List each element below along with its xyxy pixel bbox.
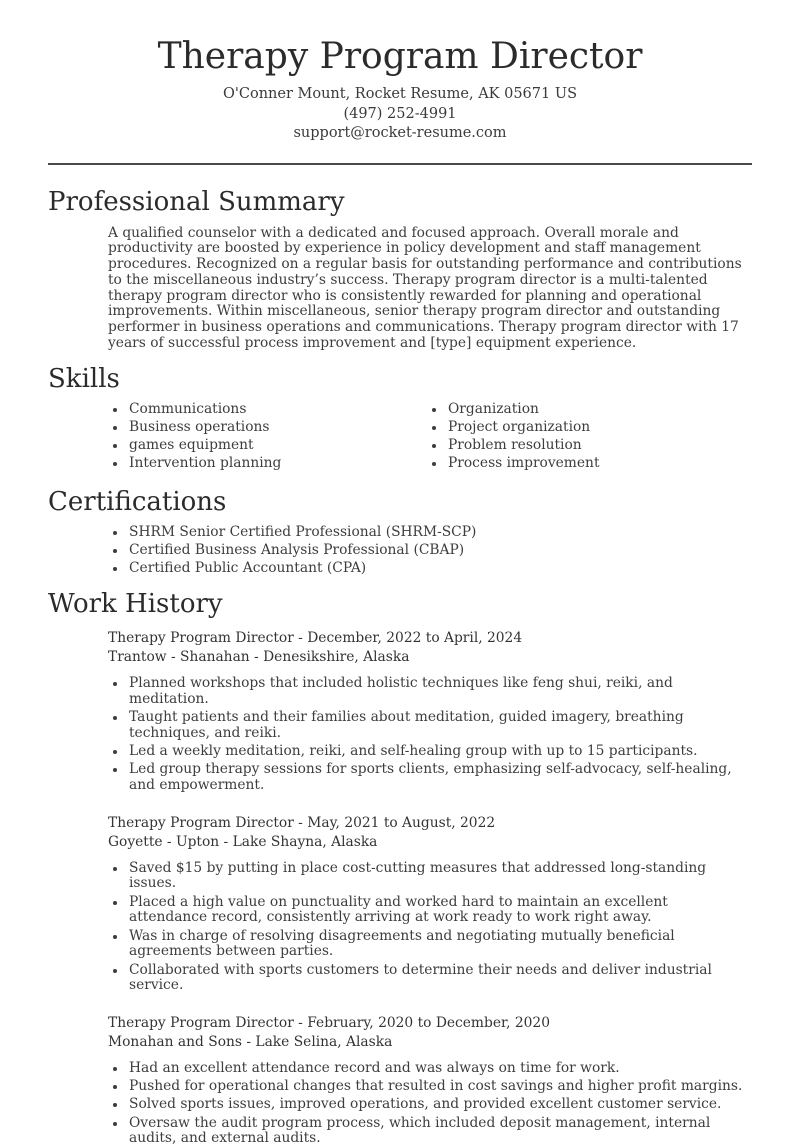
skills-list-left	[48, 402, 400, 475]
certifications-list	[48, 525, 752, 577]
page-title: Therapy Program Director	[157, 36, 643, 77]
list-item: • Process improvement	[446, 456, 752, 472]
list-item: • Had an excellent attendance record and was always on time for work.	[127, 1061, 748, 1077]
contact-phone: (497) 252-4991	[343, 105, 457, 122]
job-entry	[108, 629, 752, 794]
list-item: • Business operations	[127, 420, 400, 436]
list-item: • SHRM Senior Certified Professional (SHRM-SCP)	[127, 525, 752, 541]
contact-email: support@rocket-resume.com	[293, 125, 507, 141]
resume-page	[0, 34, 800, 1147]
list-item: • Placed a high value on punctuality and worked hard to maintain an excellent attendance record, consistently arriving at work ready to work right away.	[127, 895, 748, 927]
skills-list-right	[400, 402, 752, 475]
job-title-line: Therapy Program Director - February, 2020 to December, 2020	[108, 1015, 550, 1032]
list-item: • Problem resolution	[446, 438, 752, 454]
job-bullet-list	[108, 1061, 748, 1147]
list-item: • Led a weekly meditation, reiki, and self-healing group with up to 15 participants.	[127, 744, 748, 760]
job-company-line: Monahan and Sons - Lake Selina, Alaska	[108, 1034, 393, 1051]
list-item: • Planned workshops that included holistic techniques like feng shui, reiki, and meditation.	[127, 676, 748, 708]
skills-columns	[48, 394, 752, 475]
list-item: • Was in charge of resolving disagreements and negotiating mutually beneficial agreements between parties.	[127, 929, 748, 961]
list-item: • Oversaw the audit program process, which included deposit management, internal audits, and external audits.	[127, 1116, 748, 1147]
section-heading-skills: Skills	[48, 363, 120, 394]
job-company-line: Trantow - Shanahan - Denesikshire, Alaska	[108, 648, 410, 665]
list-item: • Collaborated with sports customers to determine their needs and deliver industrial service.	[127, 963, 748, 995]
list-item: • Organization	[446, 402, 752, 418]
list-item: • Led group therapy sessions for sports clients, emphasizing self-advocacy, self-healing, and empowerment.	[127, 762, 748, 794]
list-item: • Certified Business Analysis Professional (CBAP)	[127, 543, 752, 559]
contact-block	[48, 85, 752, 144]
job-company-line: Goyette - Upton - Lake Shayna, Alaska	[108, 833, 378, 850]
contact-address: O'Conner Mount, Rocket Resume, AK 05671 US	[223, 86, 577, 102]
job-bullet-list	[108, 676, 748, 794]
job-title-line: Therapy Program Director - May, 2021 to August, 2022	[108, 814, 496, 831]
list-item: • Project organization	[446, 420, 752, 436]
list-item: • Certified Public Accountant (CPA)	[127, 561, 752, 577]
job-entry	[108, 814, 752, 995]
list-item: • Pushed for operational changes that resulted in cost savings and higher profit margins.	[127, 1079, 748, 1095]
section-heading-certifications: Certifications	[48, 486, 227, 517]
job-title-line: Therapy Program Director - December, 2022 to April, 2024	[108, 629, 523, 646]
list-item: • games equipment	[127, 438, 400, 454]
list-item: • Saved $15 by putting in place cost-cutting measures that addressed long-standing issues.	[127, 861, 748, 893]
summary-paragraph: A qualified counselor with a dedicated and focused approach. Overall morale and productivity are boosted by experience in policy development and staff management procedures. Recognized on a regular basis for outstanding performance and contributions to the miscellaneous industry’s success. Therapy program director is a multi-talented therapy program director who is consistently rewarded for planning and operational improvements. Within miscellaneous, senior therapy program director and outstanding performer in business operations and communications. Therapy program director with 17 years of successful process improvement and [type] equipment experience.	[108, 224, 742, 352]
job-entry	[108, 1014, 752, 1147]
list-item: • Intervention planning	[127, 456, 400, 472]
list-item: • Communications	[127, 402, 400, 418]
section-heading-summary: Professional Summary	[48, 186, 345, 217]
job-bullet-list	[108, 861, 748, 995]
list-item: • Taught patients and their families about meditation, guided imagery, breathing techniques, and reiki.	[127, 710, 748, 742]
section-heading-work-history: Work History	[48, 588, 223, 619]
list-item: • Solved sports issues, improved operations, and provided excellent customer service.	[127, 1097, 748, 1113]
horizontal-divider	[48, 163, 752, 165]
